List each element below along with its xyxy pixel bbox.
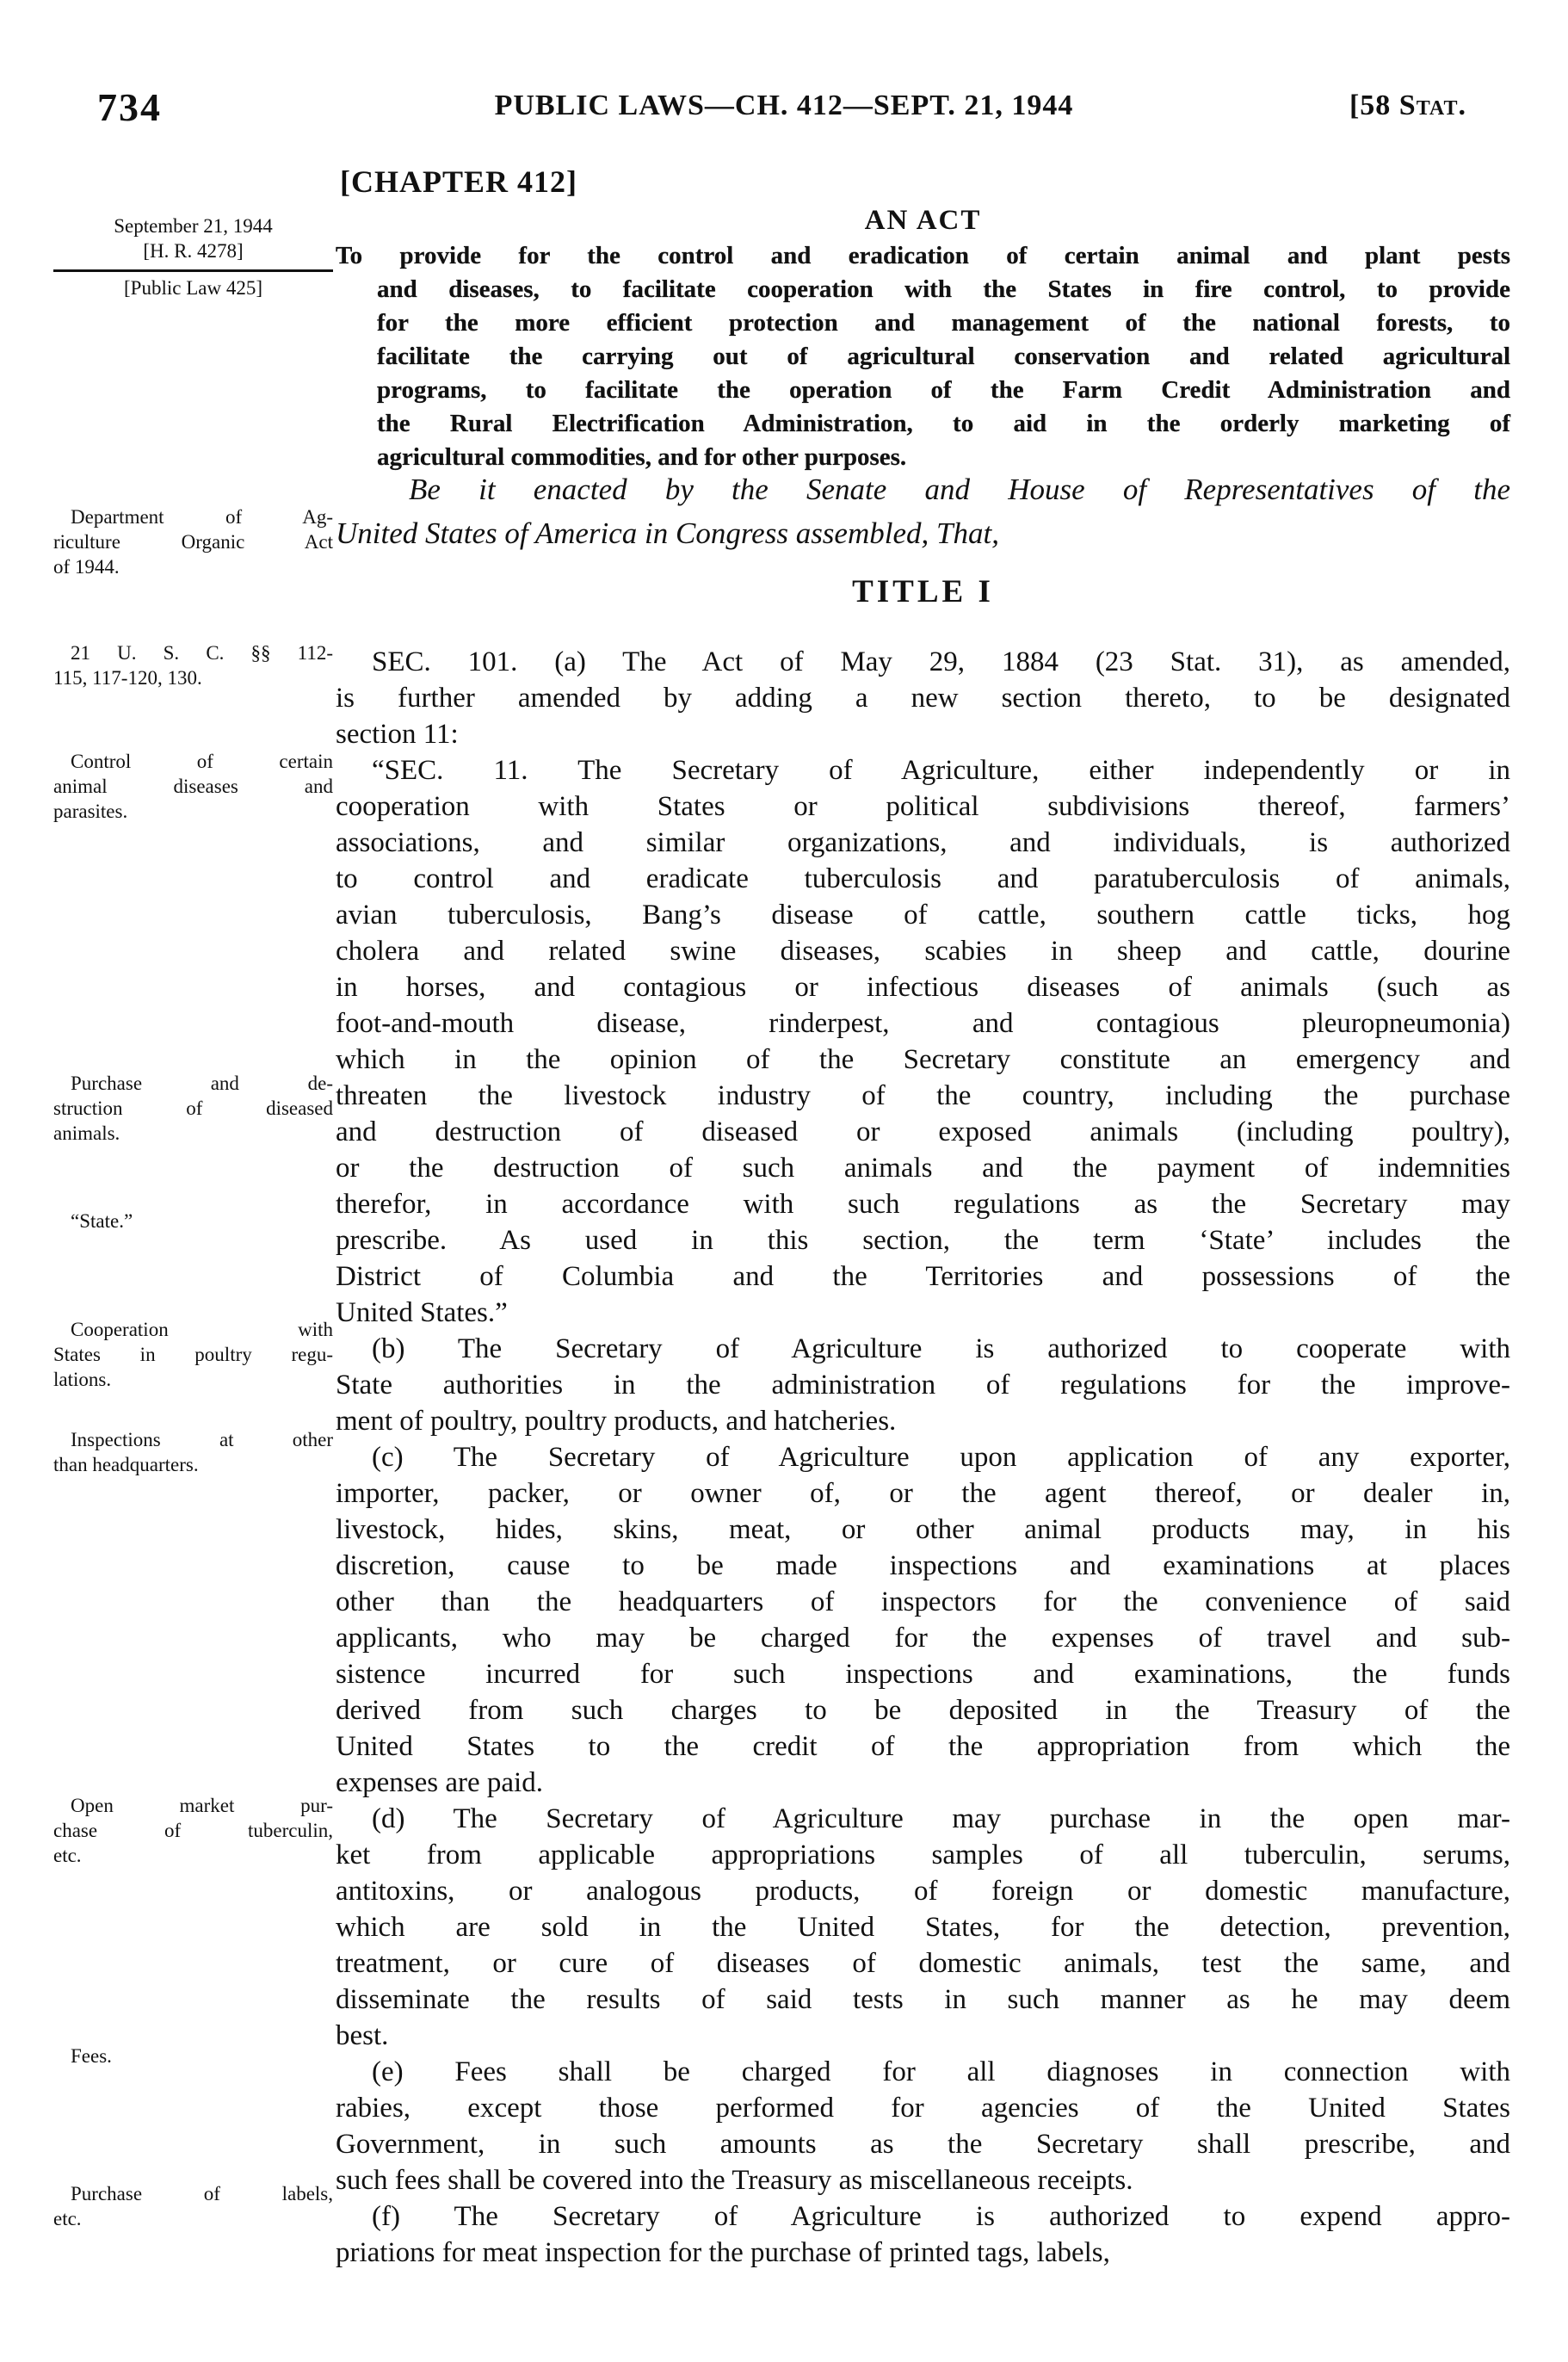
- text-line: such fees shall be covered into the Treasury as miscellaneous receipts.: [336, 2165, 1133, 2196]
- paragraph-f: [336, 2198, 1510, 2271]
- text-line: is further amended by adding a new section thereto, to be designated: [336, 683, 1510, 714]
- text-line: Government, in such amounts as the Secretary shall prescribe, and: [336, 2129, 1510, 2160]
- margin-note-control-of-diseases: [53, 749, 333, 824]
- text-line: lations.: [53, 1369, 112, 1390]
- text-line: States in poultry regu-: [53, 1344, 333, 1365]
- text-line: in horses, and contagious or infectious diseases of animals (such as: [336, 972, 1510, 1003]
- paragraph-c: [336, 1439, 1510, 1801]
- margin-note-public-law: [Public Law 425]: [124, 277, 262, 299]
- text-line: ment of poultry, poultry products, and hatcheries.: [336, 1406, 897, 1437]
- text-line: facilitate the carrying out of agricultural conservation and related agricultural: [377, 343, 1510, 370]
- text-line: cholera and related swine diseases, scabies in sheep and cattle, dourine: [336, 936, 1510, 967]
- margin-note-usc-citation: [53, 640, 333, 690]
- margin-note-bill-number: [H. R. 4278]: [143, 240, 244, 262]
- text-line: etc.: [53, 2208, 82, 2229]
- text-line: Fees.: [71, 2045, 112, 2067]
- text-line: struction of diseased: [53, 1098, 333, 1119]
- text-line: of 1944.: [53, 556, 120, 578]
- text-line: treatment, or cure of diseases of domestic animals, test the same, and: [336, 1948, 1510, 1979]
- margin-note-open-market: [53, 1793, 333, 1868]
- text-line: Department of Ag-: [71, 506, 333, 528]
- text-line: the Rural Electrification Administration, to aid in the orderly marketing of: [377, 410, 1510, 437]
- text-line: Open market pur-: [71, 1795, 333, 1816]
- text-line: and diseases, to facilitate cooperation with the States in fire control, to provide: [377, 275, 1510, 303]
- act-long-title: [336, 239, 1510, 474]
- text-line: 21 U. S. C. §§ 112-: [71, 642, 333, 664]
- text-line: rabies, except those performed for agencies of the United States: [336, 2093, 1510, 2124]
- text-line: chase of tuberculin,: [53, 1820, 333, 1841]
- margin-note-date-block: [53, 213, 333, 300]
- text-line: “State.”: [71, 1210, 133, 1232]
- text-line: discretion, cause to be made inspections and examinations at places: [336, 1550, 1510, 1581]
- text-line: To provide for the control and eradication of certain animal and plant pests: [336, 242, 1510, 269]
- text-line: prescribe. As used in this section, the term ‘State’ includes the: [336, 1225, 1510, 1256]
- margin-note-divider: [53, 269, 333, 272]
- stat-volume-ref: [58 Stat.: [1349, 90, 1466, 121]
- text-line: (d) The Secretary of Agriculture may purchase in the open mar-: [372, 1803, 1510, 1834]
- title-i-heading: TITLE I: [852, 574, 994, 609]
- text-line: to control and eradicate tuberculosis and paratuberculosis of animals,: [336, 863, 1510, 894]
- text-line: than headquarters.: [53, 1454, 199, 1475]
- text-line: therefor, in accordance with such regulations as the Secretary may: [336, 1189, 1510, 1220]
- text-line: (e) Fees shall be charged for all diagnoses in connection with: [372, 2056, 1510, 2087]
- text-line: Control of certain: [71, 751, 333, 772]
- text-line: SEC. 101. (a) The Act of May 29, 1884 (23 Stat. 31), as amended,: [372, 646, 1510, 677]
- margin-note-inspections: [53, 1427, 333, 1477]
- paragraph-e: [336, 2054, 1510, 2198]
- text-line: section 11:: [336, 719, 459, 750]
- text-line: importer, packer, or owner of, or the agent thereof, or dealer in,: [336, 1478, 1510, 1509]
- text-line: which in the opinion of the Secretary constitute an emergency and: [336, 1044, 1510, 1075]
- enacting-clause: [336, 467, 1510, 555]
- text-line: threaten the livestock industry of the country, including the purchase: [336, 1080, 1510, 1111]
- text-line: sistence incurred for such inspections and examinations, the funds: [336, 1659, 1510, 1690]
- text-line: antitoxins, or analogous products, of foreign or domestic manufacture,: [336, 1876, 1510, 1907]
- text-line: associations, and similar organizations, and individuals, is authorized: [336, 827, 1510, 858]
- margin-note-fees: [53, 2044, 333, 2068]
- text-line: programs, to facilitate the operation of the Farm Credit Administration and: [377, 376, 1510, 404]
- text-line: Purchase of labels,: [71, 2183, 333, 2204]
- text-line: United States.”: [336, 1297, 508, 1328]
- text-line: United States of America in Congress assembled, That,: [336, 516, 999, 550]
- margin-note-date: September 21, 1944: [114, 215, 273, 237]
- text-line: parasites.: [53, 801, 128, 822]
- text-line: etc.: [53, 1845, 82, 1866]
- text-line: or the destruction of such animals and the payment of indemnities: [336, 1153, 1510, 1184]
- text-line: Purchase and de-: [71, 1073, 333, 1094]
- margin-note-purchase-labels: [53, 2181, 333, 2231]
- text-line: agricultural commodities, and for other purposes.: [377, 443, 907, 471]
- text-line: livestock, hides, skins, meat, or other animal products may, in his: [336, 1514, 1510, 1545]
- paragraph-sec-11: [336, 752, 1510, 1331]
- text-line: derived from such charges to be deposited in the Treasury of the: [336, 1695, 1510, 1726]
- text-line: best.: [336, 2020, 389, 2051]
- an-act-heading: AN ACT: [864, 205, 982, 236]
- running-head: PUBLIC LAWS—CH. 412—SEPT. 21, 1944: [494, 90, 1074, 121]
- text-line: disseminate the results of said tests in such manner as he may deem: [336, 1984, 1510, 2015]
- text-line: riculture Organic Act: [53, 531, 333, 553]
- text-line: Be it enacted by the Senate and House of Representatives of the: [409, 473, 1510, 506]
- text-line: (b) The Secretary of Agriculture is authorized to cooperate with: [372, 1333, 1510, 1364]
- text-line: Cooperation with: [71, 1319, 333, 1340]
- text-line: State authorities in the administration of regulations for the improve-: [336, 1370, 1510, 1401]
- margin-note-cooperation-poultry: [53, 1317, 333, 1392]
- text-line: and destruction of diseased or exposed animals (including poultry),: [336, 1116, 1510, 1147]
- text-line: for the more efficient protection and management of the national forests, to: [377, 309, 1510, 337]
- text-line: ket from applicable appropriations samples of all tuberculin, serums,: [336, 1840, 1510, 1870]
- paragraph-d: [336, 1801, 1510, 2054]
- text-line: applicants, who may be charged for the expenses of travel and sub-: [336, 1623, 1510, 1654]
- margin-note-purchase-destruction: [53, 1071, 333, 1146]
- text-line: animal diseases and: [53, 776, 333, 797]
- margin-note-organic-act: [53, 504, 333, 579]
- text-line: Inspections at other: [71, 1429, 333, 1450]
- text-line: 115, 117-120, 130.: [53, 667, 202, 689]
- text-line: which are sold in the United States, for the detection, prevention,: [336, 1912, 1510, 1943]
- text-line: animals.: [53, 1122, 120, 1144]
- text-line: other than the headquarters of inspectors for the convenience of said: [336, 1586, 1510, 1617]
- text-line: foot-and-mouth disease, rinderpest, and contagious pleuropneumonia): [336, 1008, 1510, 1039]
- text-line: United States to the credit of the appropriation from which the: [336, 1731, 1510, 1762]
- chapter-heading: [CHAPTER 412]: [340, 164, 577, 199]
- text-line: (f) The Secretary of Agriculture is authorized to expend appro-: [372, 2201, 1510, 2232]
- text-line: priations for meat inspection for the purchase of printed tags, labels,: [336, 2237, 1110, 2268]
- paragraph-sec-101: [336, 644, 1510, 752]
- text-line: “SEC. 11. The Secretary of Agriculture, either independently or in: [372, 755, 1510, 786]
- text-line: avian tuberculosis, Bang’s disease of cattle, southern cattle ticks, hog: [336, 900, 1510, 931]
- text-line: District of Columbia and the Territories and possessions of the: [336, 1261, 1510, 1292]
- text-line: cooperation with States or political subdivisions thereof, farmers’: [336, 791, 1510, 822]
- page-number: 734: [97, 85, 162, 129]
- text-line: expenses are paid.: [336, 1767, 543, 1798]
- text-line: (c) The Secretary of Agriculture upon application of any exporter,: [372, 1442, 1510, 1473]
- paragraph-b: [336, 1331, 1510, 1439]
- margin-note-state-term: [53, 1209, 333, 1234]
